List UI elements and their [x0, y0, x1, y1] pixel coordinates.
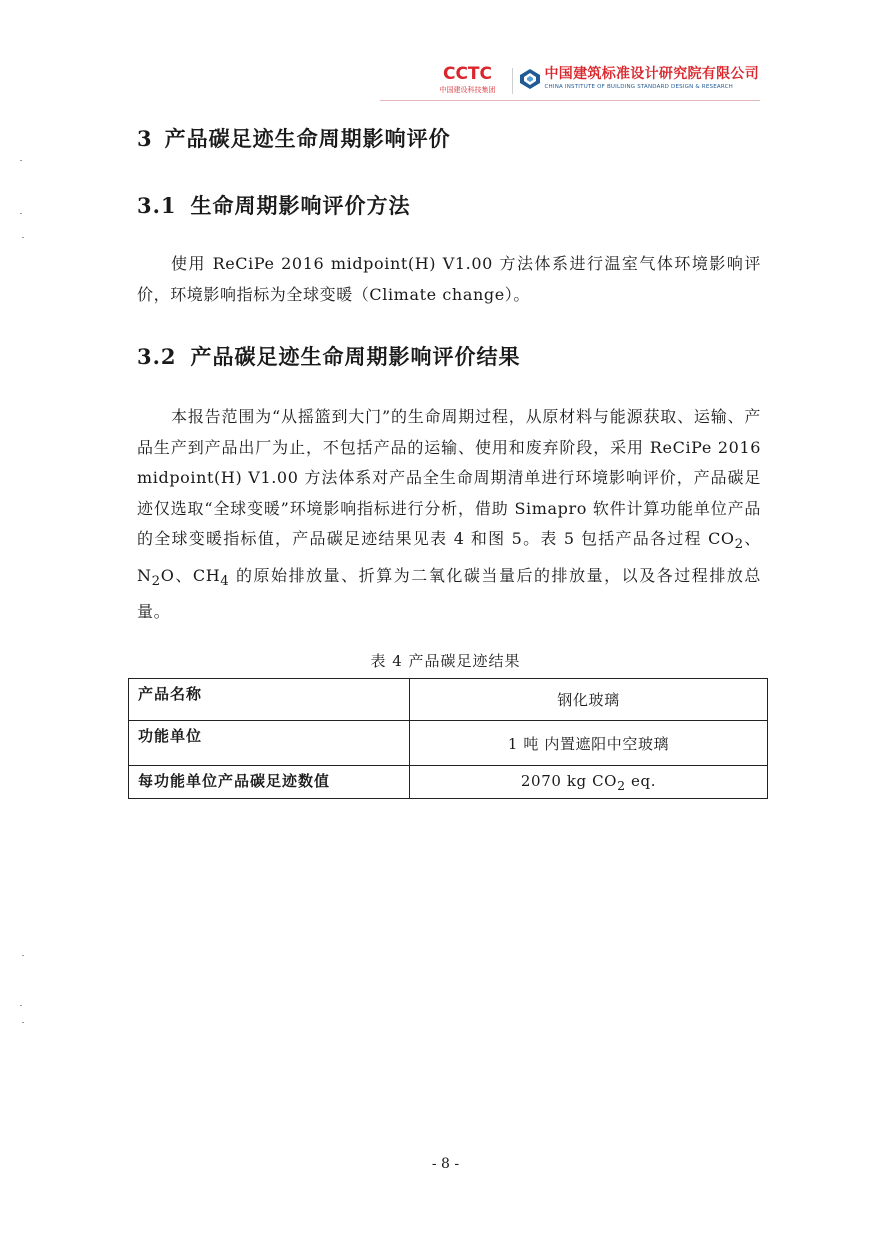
cctc-logo-mark: CCTC: [442, 64, 493, 84]
scan-speck: [22, 955, 24, 956]
table-caption: 表 4 产品碳足迹结果: [370, 652, 521, 670]
value-prefix: 2070 kg CO: [520, 771, 618, 790]
table-value-cell: [410, 766, 768, 799]
subsection-number: 3.1: [137, 193, 177, 218]
table-row: [129, 679, 768, 721]
scan-speck: [22, 237, 24, 238]
table-value-cell: 1 吨 内置遮阳中空玻璃: [410, 721, 768, 766]
subsection-title: 生命周期影响评价方法: [190, 193, 411, 218]
page-number: - 8 -: [431, 1156, 460, 1172]
table-key-cell: 产品名称: [129, 679, 410, 721]
table-row: [129, 766, 768, 799]
co2-subscript: 2: [617, 777, 626, 793]
n2o-subscript: 2: [151, 573, 161, 589]
ch4-subscript: 4: [220, 573, 230, 589]
table-key-cell: 每功能单位产品碳足迹数值: [129, 766, 410, 799]
scan-speck: [20, 160, 22, 161]
subsection-title: 产品碳足迹生命周期影响评价结果: [190, 344, 521, 369]
table-value-cell: 钢化玻璃: [410, 679, 768, 721]
subsection-heading-3-1: [137, 190, 411, 220]
section-title: 产品碳足迹生命周期影响评价: [164, 126, 451, 151]
co2-subscript: 2: [734, 537, 744, 553]
logo-divider: [512, 68, 513, 94]
value-suffix: eq.: [625, 771, 657, 790]
cctc-logo-subtitle: 中国建设科技集团: [439, 86, 496, 94]
method-paragraph: 使用 ReCiPe 2016 midpoint(H) V1.00 方法体系进行温室气体环境影响评价，环境影响指标为全球变暖（Climate change）。: [137, 254, 761, 304]
page-header: [432, 66, 760, 96]
carbon-footprint-table: [128, 678, 768, 799]
subsection-heading-3-2: [137, 341, 521, 371]
results-text-4: 的原始排放量、折算为二氧化碳当量后的排放量，以及各过程排放总量。: [137, 565, 761, 622]
results-text-1: 本报告范围为“从摇篮到大门”的生命周期过程，从原材料与能源获取、运输、产品生产到产品出厂为止，不包括产品的运输、使用和废弃阶段，采用 ReCiPe 2016 midpoint(H) V1.00 方法体系对产品全生命周期清单进行环境影响评价，产品碳足迹仅选取“全球变暖”环境影响指标进行分析，借助 Simapro 软件计算功能单位产品的全球变暖指标值，产品碳足迹结果见表 4 和图 5。表 5 包括产品各过程 CO: [137, 407, 761, 548]
header-rule: [380, 100, 760, 101]
results-text-3: O、CH: [160, 565, 221, 585]
cbs-emblem-icon: [519, 68, 541, 90]
section-heading: [137, 123, 451, 153]
table-row: [129, 721, 768, 766]
cbs-logo-chinese: 中国建筑标准设计研究院有限公司: [544, 66, 759, 82]
cctc-logo: [432, 66, 504, 96]
cbs-logo: [545, 66, 760, 92]
results-text-2: 、N: [137, 529, 761, 585]
subsection-number: 3.2: [137, 344, 177, 369]
section-number: 3: [137, 126, 153, 151]
table-key-cell: 功能单位: [129, 721, 410, 766]
scan-speck: [22, 1022, 24, 1023]
results-paragraph: [137, 402, 761, 628]
scan-speck: [20, 1005, 22, 1006]
scan-speck: [20, 213, 22, 214]
cbs-logo-english: CHINA INSTITUTE OF BUILDING STANDARD DESIGN & RESEARCH: [544, 84, 733, 90]
